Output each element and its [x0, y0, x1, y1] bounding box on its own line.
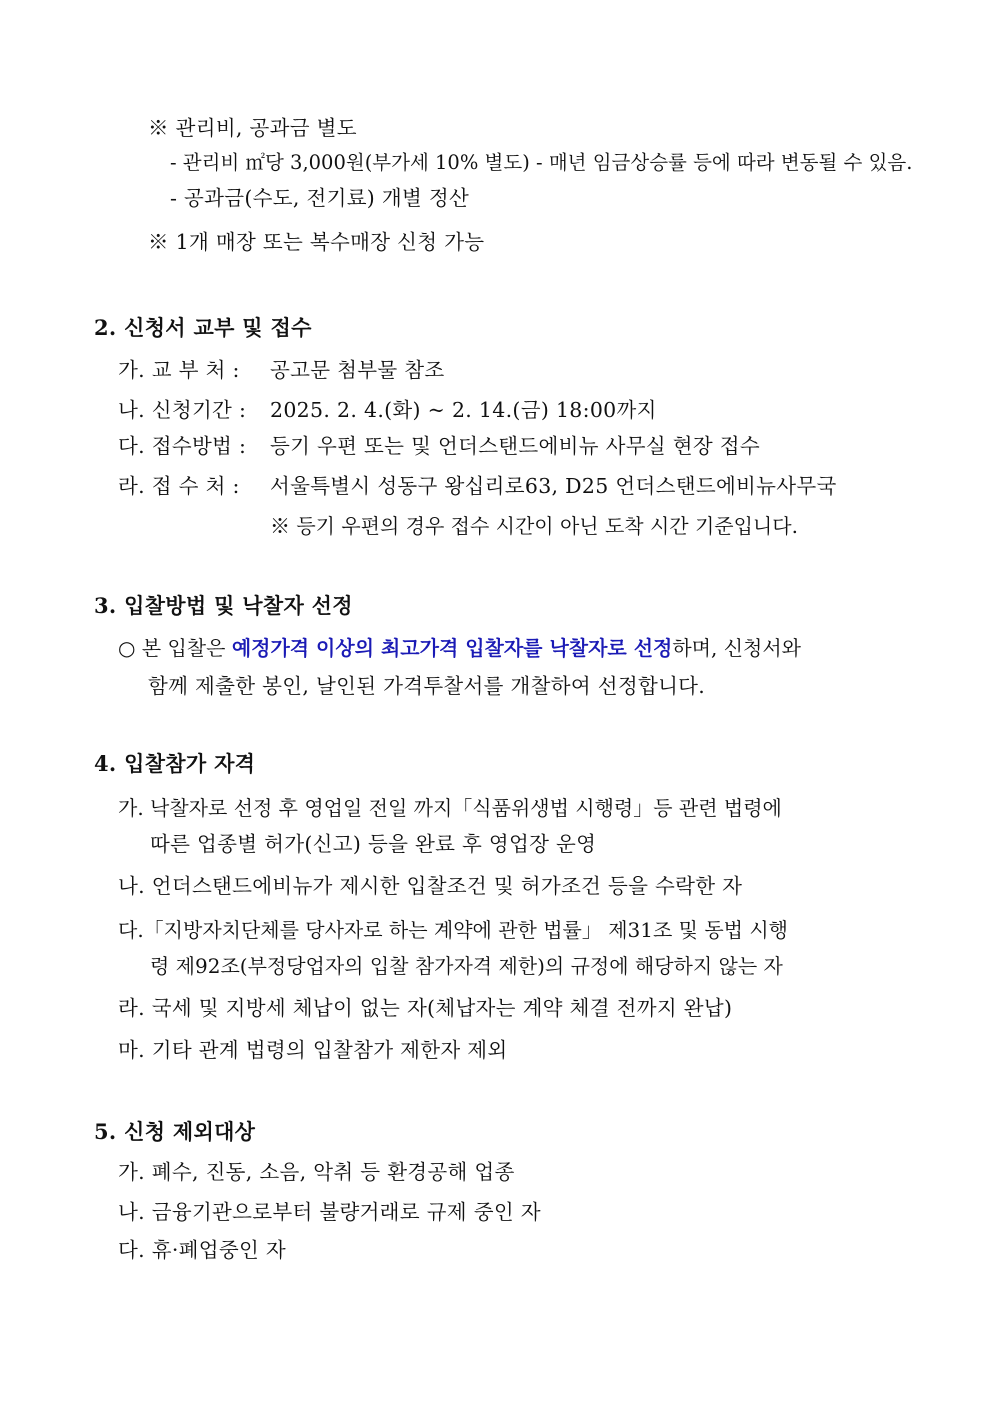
- section-5-item: 나. 금융기관으로부터 불량거래로 규제 중인 자: [118, 1200, 541, 1224]
- mgmt-fee-note: ※ 관리비, 공과금 별도: [148, 116, 357, 140]
- section-4-item-da-cont: 령 제92조(부정당업자의 입찰 참가자격 제한)의 규정에 해당하지 않는 자: [150, 954, 783, 978]
- section-3-paragraph-line-1: [118, 634, 801, 662]
- section-4-item-da: 다.「지방자치단체를 당사자로 하는 계약에 관한 법률」 제31조 및 동법 시행: [118, 918, 788, 942]
- section-3-heading: 3. 입찰방법 및 낙찰자 선정: [94, 593, 353, 618]
- section-3-paragraph-line-2: 함께 제출한 봉인, 날인된 가격투찰서를 개찰하여 선정합니다.: [148, 674, 706, 698]
- section-5-item: 가. 폐수, 진동, 소음, 악취 등 환경공해 업종: [118, 1160, 515, 1184]
- item-label: 나. 신청기간 :: [118, 398, 247, 422]
- item-label: 가. 교 부 처 :: [118, 358, 240, 382]
- section-4-item-na: 나. 언더스탠드에비뉴가 제시한 입찰조건 및 허가조건 등을 수락한 자: [118, 874, 743, 898]
- item-label: 라. 접 수 처 :: [118, 474, 240, 498]
- section-5-heading: 5. 신청 제외대상: [94, 1119, 256, 1144]
- section-2-heading: 2. 신청서 교부 및 접수: [94, 315, 312, 340]
- paragraph-text: ○ 본 입찰은: [118, 636, 232, 660]
- section-2-item: [118, 432, 760, 460]
- item-value: 공고문 첨부물 참조: [270, 358, 445, 382]
- section-5-item: 다. 휴·폐업중인 자: [118, 1238, 286, 1262]
- section-4-item-ga: 가. 낙찰자로 선정 후 영업일 전일 까지「식품위생법 시행령」등 관련 법령에: [118, 796, 782, 820]
- section-4-item-ga-cont: 따른 업종별 허가(신고) 등을 완료 후 영업장 운영: [150, 832, 597, 856]
- section-2-item: [118, 396, 657, 424]
- mgmt-fee-detail: - 관리비 ㎡당 3,000원(부가세 10% 별도) - 매년 임금상승률 등에 따라 변동될 수 있음.: [170, 151, 913, 174]
- multi-store-note: ※ 1개 매장 또는 복수매장 신청 가능: [148, 230, 485, 254]
- item-value: 등기 우편 또는 및 언더스탠드에비뉴 사무실 현장 접수: [270, 434, 760, 458]
- section-2-item: [118, 356, 444, 384]
- registered-mail-note: ※ 등기 우편의 경우 접수 시간이 아닌 도착 시간 기준입니다.: [270, 514, 798, 538]
- item-value: 서울특별시 성동구 왕십리로63, D25 언더스탠드에비뉴사무국: [270, 474, 837, 498]
- paragraph-text: 하며, 신청서와: [672, 636, 801, 660]
- item-value: 2025. 2. 4.(화) ~ 2. 14.(금) 18:00까지: [270, 398, 657, 422]
- section-4-item-ma: 마. 기타 관계 법령의 입찰참가 제한자 제외: [118, 1038, 508, 1062]
- highlighted-text: 예정가격 이상의 최고가격 입찰자를 낙찰자로 선정: [231, 636, 673, 660]
- section-2-item: [118, 472, 837, 500]
- item-label: 다. 접수방법 :: [118, 434, 247, 458]
- section-4-item-ra: 라. 국세 및 지방세 체납이 없는 자(체납자는 계약 체결 전까지 완납): [118, 996, 733, 1020]
- section-4-heading: 4. 입찰참가 자격: [94, 751, 256, 776]
- utility-detail: - 공과금(수도, 전기료) 개별 정산: [170, 186, 470, 210]
